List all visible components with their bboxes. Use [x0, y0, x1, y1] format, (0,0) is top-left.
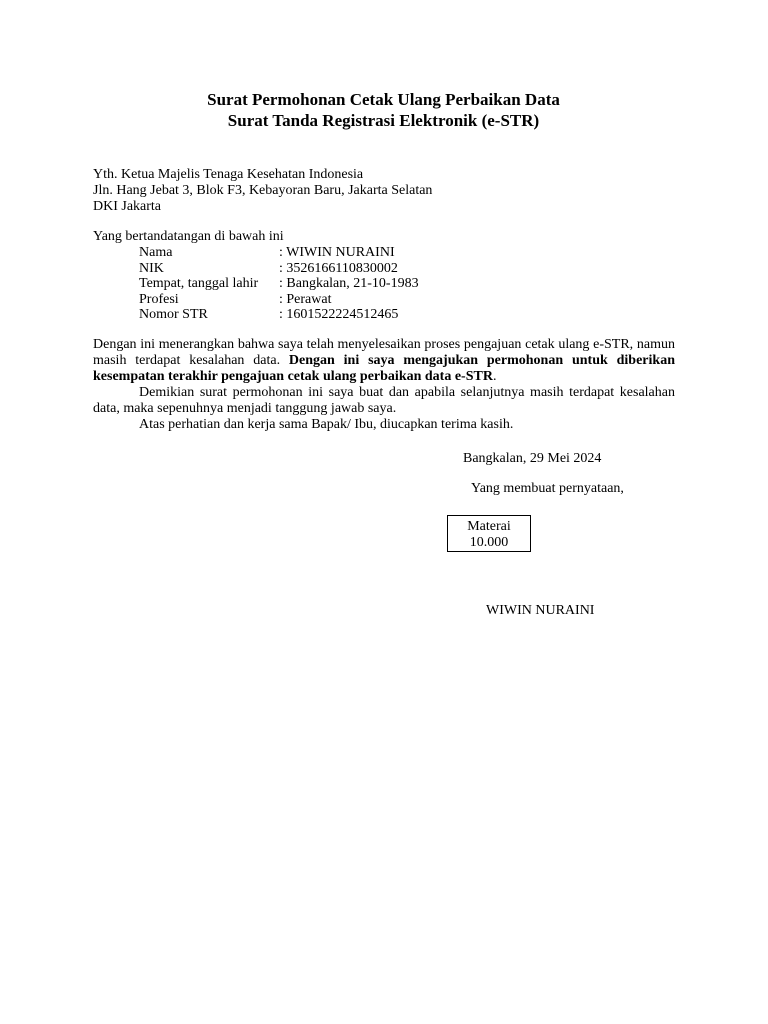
body-paragraph-3: Atas perhatian dan kerja sama Bapak/ Ibu, diucapkan terima kasih. — [139, 417, 514, 432]
letter-title — [92, 89, 675, 131]
field-label: Profesi — [139, 291, 179, 307]
body-p1-end: . — [492, 369, 497, 384]
field-label: Nomor STR — [139, 307, 208, 322]
field-value: : Bangkalan, 21-10-1983 — [279, 276, 419, 291]
title-line-2: Surat Tanda Registrasi Elektronik (e-STR) — [227, 111, 540, 130]
stamp-line-2: 10.000 — [469, 535, 509, 550]
field-label: Nama — [139, 245, 173, 260]
body-p1-text: Dengan ini menerangkan bahwa saya telah menyelesaikan proses pengajuan cetak ulang e-STR, namun masih terdapat kesalahan data. — [93, 337, 675, 368]
field-row-profesi — [139, 292, 539, 308]
body-p1-bold: Dengan ini saya mengajukan permohonan untuk diberikan kesempatan terakhir pengajuan cetak ulang perbaikan data e-STR — [93, 353, 675, 384]
place-date: Bangkalan, 29 Mei 2024 — [463, 451, 602, 466]
recipient-line-1: Yth. Ketua Majelis Tenaga Kesehatan Indonesia — [93, 167, 364, 182]
body-paragraph-1 — [93, 337, 675, 385]
identity-fields — [139, 245, 539, 323]
title-line-1: Surat Permohonan Cetak Ulang Perbaikan Data — [207, 90, 560, 109]
materai-stamp-box — [447, 515, 531, 552]
field-row-nama — [139, 245, 539, 261]
field-row-nik — [139, 261, 539, 277]
field-label: Tempat, tanggal lahir — [139, 276, 259, 291]
field-value: : WIWIN NURAINI — [279, 245, 395, 260]
recipient-address — [93, 167, 432, 215]
field-label: NIK — [139, 260, 164, 276]
field-row-str — [139, 307, 539, 323]
stamp-line-1: Materai — [467, 519, 511, 534]
intro-text: Yang bertandatangan di bawah ini — [93, 229, 284, 244]
field-row-birth — [139, 276, 539, 292]
field-value: : 3526166110830002 — [279, 260, 398, 276]
recipient-line-3: DKI Jakarta — [93, 199, 162, 214]
letter-body — [93, 337, 675, 433]
field-value: : Perawat — [279, 291, 332, 307]
recipient-line-2: Jln. Hang Jebat 3, Blok F3, Kebayoran Baru, Jakarta Selatan — [93, 183, 433, 198]
signer-name: WIWIN NURAINI — [486, 603, 595, 618]
body-paragraph-2: Demikian surat permohonan ini saya buat dan apabila selanjutnya masih terdapat kesalahan data, maka sepenuhnya menjadi tanggung jawab saya. — [93, 385, 675, 416]
maker-label: Yang membuat pernyataan, — [471, 481, 624, 496]
field-value: : 1601522224512465 — [279, 307, 399, 322]
